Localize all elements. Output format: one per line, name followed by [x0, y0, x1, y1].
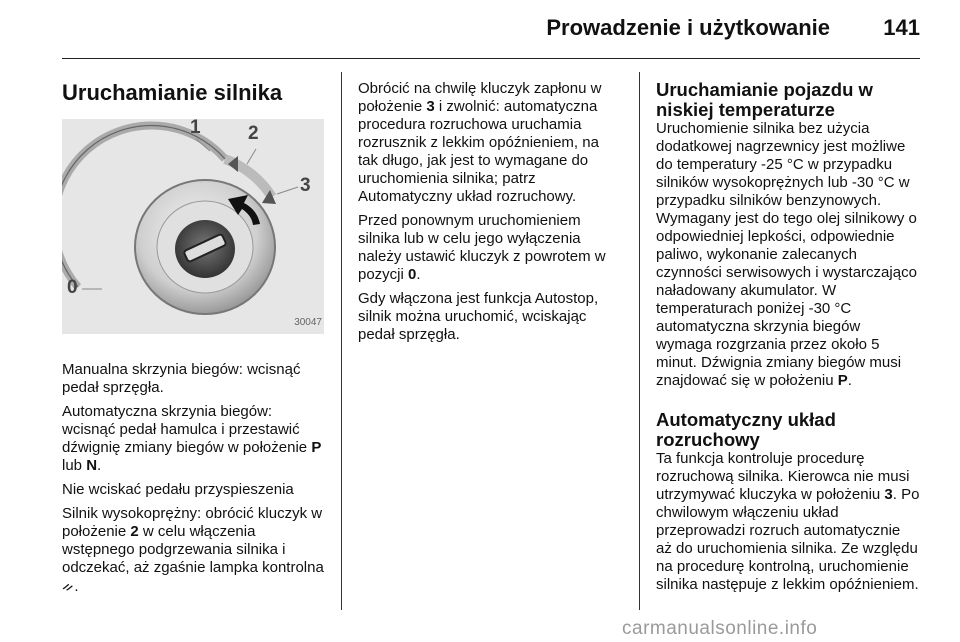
glow-plug-icon: ᨀ: [62, 577, 75, 595]
watermark: carmanualsonline.info: [622, 618, 818, 639]
section-heading: Automatyczny układ rozruchowy: [656, 409, 836, 450]
paragraph: Ta funkcja kontroluje procedurę rozruchową silnika. Kierowca nie musi utrzymywać kluczyka w położeniu 3. Po chwilowym włączeniu układ przeprowadzi rozruch automatycznie aż do uruchomienia silnika. Ze względu na procedurę kontrolną, uruchomienie silnika następuje z lekkim opóźnieniem.: [656, 450, 920, 593]
paragraph: Silnik wysokoprężny: obrócić kluczyk w położenie 2 w celu włączenia wstępnego podgrzewania silnika i odczekać, aż zgaśnie lampka kontrolna ᨀ.: [62, 505, 324, 595]
position-label-2: 2: [248, 123, 259, 144]
page-number: 141: [883, 15, 920, 40]
paragraph: Nie wciskać pedału przyspieszenia: [62, 481, 294, 498]
section-heading: Uruchamianie silnika: [62, 80, 283, 105]
column-3: [656, 80, 920, 600]
paragraph: Obrócić na chwilę kluczyk zapłonu w położenie 3 i zwolnić: automatyczna procedura rozruchowa uruchamia rozrusznik z lekkim opóźnieniem, na tak długo, jak jest to wymagane do uruchomienia silnika; patrz Automatyczny układ rozruchowy.: [358, 80, 602, 205]
paragraph: Uruchomienie silnika bez użycia dodatkowej nagrzewnicy jest możliwe do temperatury -25 °C w przypadku silników wysokoprężnych lub -30 °C w przypadku silników benzynowych. Wymagany jest do tego olej silnikowy o odpowiedniej lepkości, odpowiednie paliwo, wykonanie zalecanych czynności serwisowych i wystarczająco naładowany akumulator. W temperaturach poniżej -30 °C automatyczna skrzynia biegów wymaga rozgrzania przez około 5 minut. Dźwignia zmiany biegów musi znajdować się w położeniu P.: [656, 120, 917, 389]
paragraph: Gdy włączona jest funkcja Autostop, silnik można uruchomić, wciskając pedał sprzęgła.: [358, 290, 599, 343]
position-label-1: 1: [190, 117, 201, 138]
column-divider: [341, 72, 342, 610]
paragraph: Manualna skrzynia biegów: wcisnąć pedał sprzęgła.: [62, 361, 301, 396]
position-label-0: 0: [67, 277, 78, 298]
ignition-lock-illustration: [62, 119, 324, 334]
paragraph: Przed ponownym uruchomieniem silnika lub w celu jego wyłączenia należy ustawić kluczyk z powrotem w pozycji 0.: [358, 212, 606, 283]
page-header: [62, 0, 920, 59]
header-title: Prowadzenie i użytkowanie: [546, 15, 830, 40]
column-2: [358, 80, 622, 350]
section-heading: Uruchamianie pojazdu w niskiej temperaturze: [656, 79, 873, 120]
position-label-3: 3: [300, 175, 311, 196]
column-1: [62, 70, 324, 602]
column-divider: [639, 72, 640, 610]
paragraph: Automatyczna skrzynia biegów: wcisnąć pedał hamulca i przestawić dźwignię zmiany biegów w położenie P lub N.: [62, 403, 322, 474]
ignition-figure: [62, 119, 324, 334]
figure-id: 30047: [294, 317, 322, 328]
